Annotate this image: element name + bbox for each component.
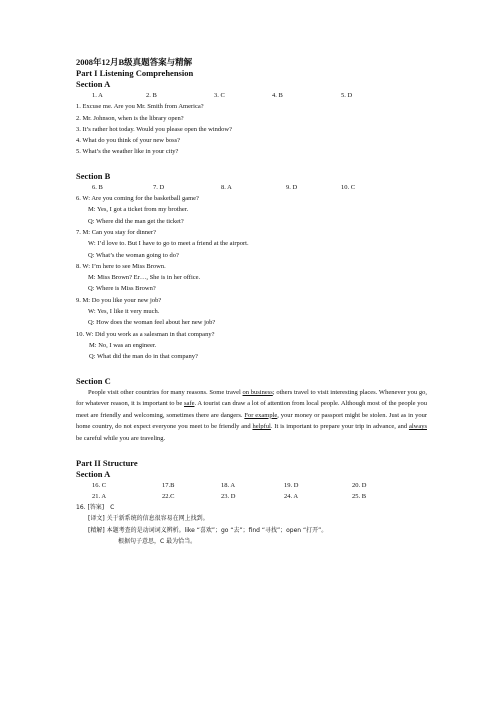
sectionC-passage: People visit other countries for many reasons. Some travel on business; others travel to visit interesting places. Whenever you go, for whatever reason, it is important to be safe. A tourist can draw a lot of attention from local people. Although most of the people you meet are friendly and welcoming, sometimes there are dangers. For example, your money or passport might be stolen. Just as in your home country, do not expect everyone you meet to be friendly and helpful. It is important to prepare your trip in advance, and always be careful while you are traveling. [76, 388, 428, 442]
answer-4: 4. B [272, 92, 283, 99]
answer-25: 25. B [352, 492, 367, 500]
answer-20: 20. D [352, 481, 367, 489]
part1-sectionA-answers [76, 90, 428, 101]
part1-sectionB-label: Section B [76, 170, 111, 181]
dialogue-10-line-2: M: No, I was an engineer. [89, 341, 157, 349]
answer-21: 21. A [92, 492, 107, 500]
answer-8: 8. A [221, 183, 232, 191]
dialogue-8-line-3: Q: Where is Miss Brown? [88, 285, 156, 293]
answer-1: 1. A [92, 92, 103, 99]
dialogue-7-line-1: 7. M: Can you stay for dinner? [76, 228, 156, 236]
q16-answer: 16. [答案] C [76, 504, 115, 512]
answer-23: 23. D [221, 492, 236, 500]
answer-2: 2. B [146, 92, 157, 99]
dialogue-8-line-1: 8. W: I’m here to see Miss Brown. [76, 262, 166, 270]
document-title: 2008年12月B级真题答案与精解 [76, 57, 193, 67]
answer-16: 16. C [92, 481, 107, 489]
q16-analysis: [精解] 本题考查的是动词词义辨析。like “喜欢”；go “去”；find “寻找”；open “打开”。 [88, 526, 328, 534]
answer-9: 9. D [286, 183, 298, 191]
dialogue-6-line-1: 6. W: Are you coming for the basketball game? [76, 195, 199, 203]
part2-answers-row-1 [76, 480, 428, 491]
question-3: 3. It’s rather hot today. Would you please open the window? [76, 125, 232, 133]
part1-sectionB-answers [76, 182, 428, 193]
dialogue-9-line-3: Q: How does the woman feel about her new job? [88, 319, 216, 327]
blank-for-example: For example [244, 411, 278, 419]
answer-3: 3. C [214, 92, 225, 99]
answer-18: 18. A [221, 481, 236, 489]
q16-conclusion: 根据句子意思，C 最为恰当。 [118, 537, 197, 545]
question-4: 4. What do you think of your new boss? [76, 137, 181, 145]
q16-translation: [译文] 关于新系统的信息很容易在网上找到。 [88, 515, 209, 523]
question-2: 2. Mr. Johnson, when is the library open? [76, 114, 184, 122]
dialogue-10-line-1: 10. W: Did you work as a salesman in that company? [76, 330, 215, 338]
dialogue-7-line-2: W: I’d love to. But I have to go to meet a friend at the airport. [88, 240, 249, 248]
part2-answers-row-2 [76, 491, 428, 502]
answer-24: 24. A [284, 492, 299, 500]
dialogue-9-line-2: W: Yes, I like it very much. [88, 308, 160, 316]
part2-sectionA-label: Section A [76, 468, 111, 479]
blank-on-business: on business [242, 388, 273, 396]
part1-title: Part I Listening Comprehension [76, 68, 194, 78]
dialogue-7-line-3: Q: What’s the woman going to do? [88, 251, 179, 259]
answer-5: 5. D [341, 92, 353, 99]
answer-6: 6. B [92, 183, 103, 191]
blank-helpful: helpful [252, 423, 271, 431]
question-5: 5. What’s the weather like in your city? [76, 148, 179, 156]
part2-title: Part II Structure [76, 457, 138, 468]
blank-always: always [408, 423, 427, 431]
answer-19: 19. D [284, 481, 299, 489]
document-page [76, 57, 428, 547]
dialogue-10-line-3: Q: What did the man do in that company? [89, 353, 198, 361]
dialogue-8-line-2: M: Miss Brown? Er…, She is in her office. [88, 274, 201, 282]
question-1: 1. Excuse me. Are you Mr. Smith from America? [76, 103, 204, 111]
answer-7: 7. D [153, 183, 165, 191]
dialogue-6-line-2: M: Yes, I got a ticket from my brother. [88, 206, 189, 214]
dialogue-6-line-3: Q: Where did the man get the ticket? [88, 217, 184, 225]
answer-17: 17.B [162, 481, 175, 489]
dialogue-9-line-1: 9. M: Do you like your new job? [76, 296, 162, 304]
blank-safe: safe [184, 400, 195, 408]
part1-sectionC-label: Section C [76, 375, 111, 386]
part1-sectionA-label: Section A [76, 79, 111, 89]
answer-22: 22.C [162, 492, 175, 500]
answer-10: 10. C [341, 183, 356, 191]
